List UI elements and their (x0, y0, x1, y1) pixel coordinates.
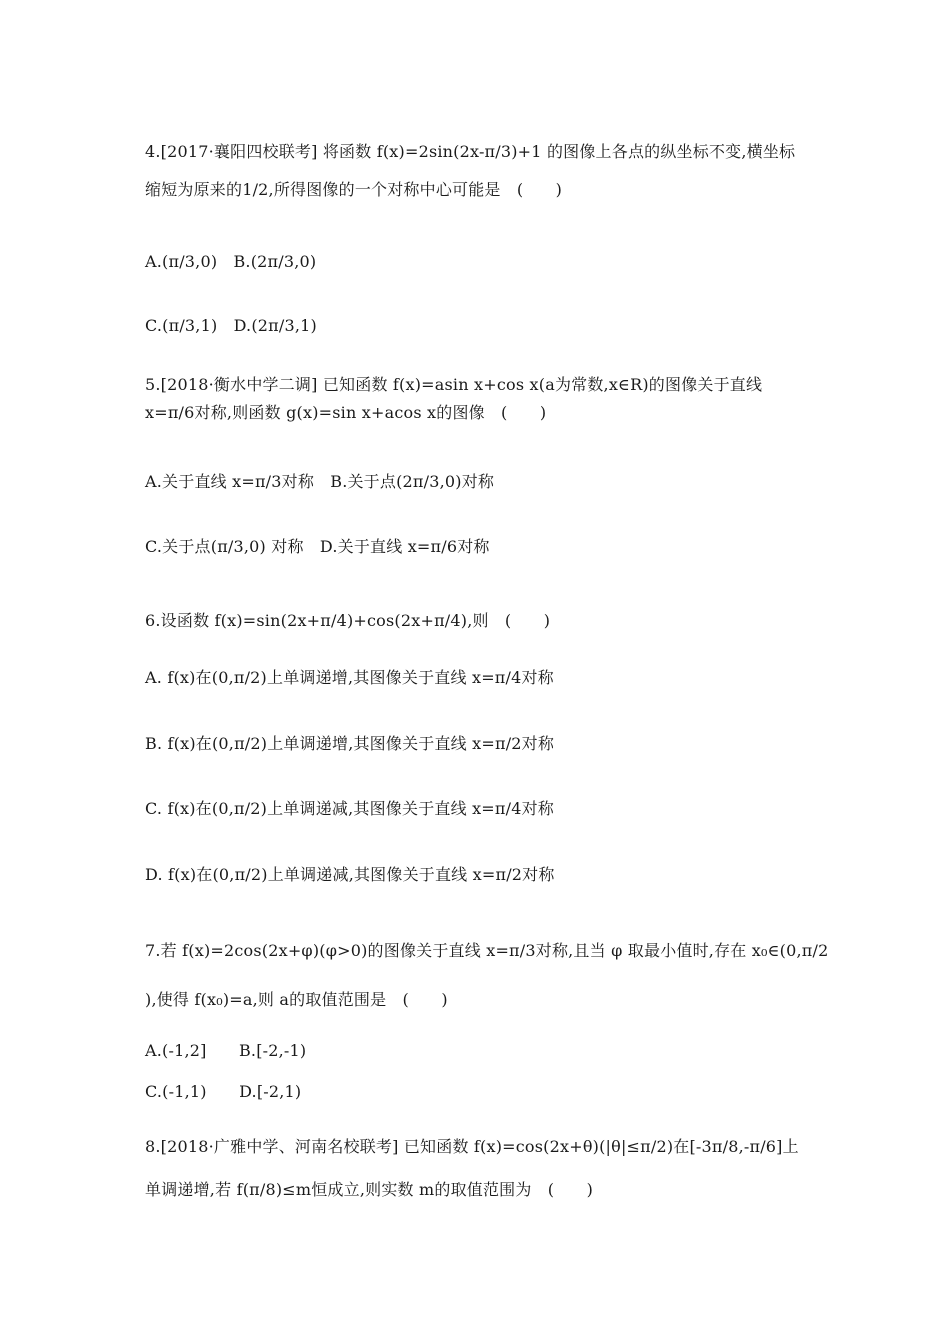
q6-option-d: D. f(x)在(0,π/2)上单调递减,其图像关于直线 x=π/2对称 (145, 865, 555, 884)
q8-stem-line-1: 8.[2018·广雅中学、河南名校联考] 已知函数 f(x)=cos(2x+θ)(|θ|≤π/2)在[-3π/8,-π/6]上 (145, 1137, 799, 1156)
q6-option-a: A. f(x)在(0,π/2)上单调递增,其图像关于直线 x=π/4对称 (145, 668, 554, 687)
q7-options-cd: C.(-1,1) D.[-2,1) (145, 1082, 302, 1101)
q7-options-ab: A.(-1,2] B.[-2,-1) (145, 1041, 307, 1060)
q6-option-b: B. f(x)在(0,π/2)上单调递增,其图像关于直线 x=π/2对称 (145, 734, 555, 753)
q6-option-c: C. f(x)在(0,π/2)上单调递减,其图像关于直线 x=π/4对称 (145, 799, 554, 818)
q5-options-cd: C.关于点(π/3,0) 对称 D.关于直线 x=π/6对称 (145, 537, 490, 556)
q7-stem-line-2: ),使得 f(x₀)=a,则 a的取值范围是 ( ) (145, 990, 448, 1009)
q8-stem-line-2: 单调递增,若 f(π/8)≤m恒成立,则实数 m的取值范围为 ( ) (145, 1180, 594, 1199)
q7-stem-line-1: 7.若 f(x)=2cos(2x+φ)(φ>0)的图像关于直线 x=π/3对称,且当 φ 取最小值时,存在 x₀∈(0,π/2 (145, 941, 829, 960)
q5-options-ab: A.关于直线 x=π/3对称 B.关于点(2π/3,0)对称 (145, 472, 495, 491)
q4-options-ab: A.(π/3,0) B.(2π/3,0) (145, 252, 317, 271)
q4-stem-line-1: 4.[2017·襄阳四校联考] 将函数 f(x)=2sin(2x-π/3)+1 的图像上各点的纵坐标不变,横坐标 (145, 142, 796, 161)
q4-options-cd: C.(π/3,1) D.(2π/3,1) (145, 316, 317, 335)
q4-stem-line-2: 缩短为原来的1/2,所得图像的一个对称中心可能是 ( ) (145, 180, 563, 199)
q5-stem-line-1: 5.[2018·衡水中学二调] 已知函数 f(x)=asin x+cos x(a为常数,x∈R)的图像关于直线 (145, 375, 763, 394)
q5-stem-line-2: x=π/6对称,则函数 g(x)=sin x+acos x的图像 ( ) (145, 403, 547, 422)
q6-stem-line-1: 6.设函数 f(x)=sin(2x+π/4)+cos(2x+π/4),则 ( ) (145, 611, 551, 630)
